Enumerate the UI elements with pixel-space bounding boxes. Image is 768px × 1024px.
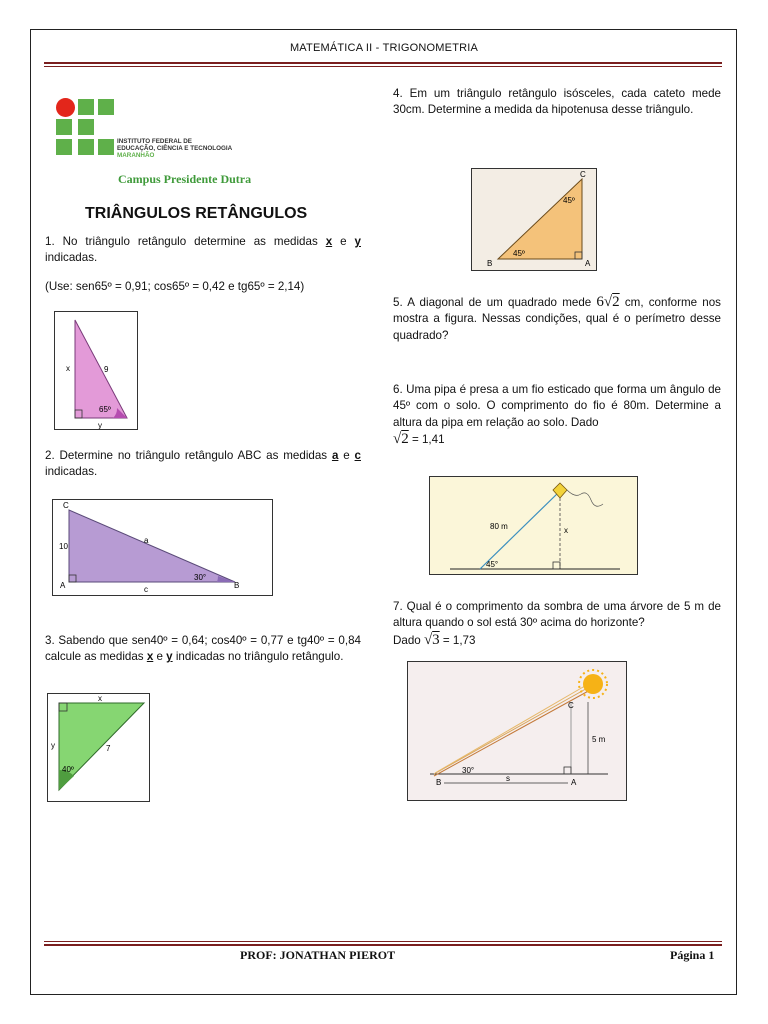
q2-var-c: c bbox=[354, 449, 361, 462]
question-4: 4. Em um triângulo retângulo isósceles, cada cateto mede 30cm. Determine a medida da hipotenusa desse triângulo. bbox=[393, 87, 721, 117]
q2-text-end: indicadas. bbox=[45, 465, 98, 479]
q1-label-y: y bbox=[98, 421, 102, 429]
q2-label-angle: 30° bbox=[194, 573, 207, 582]
q7-label-s: s bbox=[506, 774, 510, 783]
q7-sun-ray bbox=[434, 686, 591, 774]
q7-right-angle-mark bbox=[564, 767, 571, 774]
q3-text: 3. Sabendo que sen40º = 0,64; cos40º = 0,77 e tg40º = 0,84 calcule as medidas bbox=[45, 634, 361, 664]
q6-root: 2 bbox=[401, 430, 409, 447]
campus-name: Campus Presidente Dutra bbox=[118, 172, 252, 186]
logo-square bbox=[78, 119, 94, 135]
q6-label-length: 80 m bbox=[490, 522, 508, 531]
q1-var-y: y bbox=[354, 235, 361, 248]
q6-label-angle: 45° bbox=[486, 560, 499, 569]
institute-line: EDUCAÇÃO, CIÊNCIA E TECNOLOGIA bbox=[117, 145, 233, 152]
q1-conj: e bbox=[332, 235, 355, 248]
q1-label-x: x bbox=[66, 364, 70, 373]
q6-figure bbox=[429, 476, 638, 575]
q6-right-angle-mark bbox=[553, 562, 560, 569]
q1-text: 1. No triângulo retângulo determine as medidas bbox=[45, 235, 326, 248]
q6-label-x: x bbox=[564, 526, 568, 535]
q3-label-y: y bbox=[51, 741, 55, 750]
page-header: MATEMÁTICA II - TRIGONOMETRIA bbox=[289, 42, 479, 54]
q3-label-x: x bbox=[98, 694, 102, 703]
q2-triangle bbox=[69, 510, 235, 582]
q6-text: 6. Uma pipa é presa a um fio esticado que forma um ângulo de 45º com o solo. O comprimento do fio é 80m. Determine a altura da pipa em relação ao solo. Dado bbox=[393, 383, 721, 429]
q4-label-c-vertex: C bbox=[580, 170, 586, 179]
institute-name bbox=[117, 138, 232, 159]
q3-conj: e bbox=[153, 650, 167, 664]
logo-square bbox=[78, 99, 94, 115]
q6-radical: √2 bbox=[393, 430, 409, 447]
q3-label-hyp: 7 bbox=[106, 744, 111, 753]
q7-text: 7. Qual é o comprimento da sombra de uma árvore de 5 m de altura quando o sol está 30º acima do horizonte? bbox=[393, 600, 721, 630]
header-rule-thin bbox=[44, 66, 722, 67]
question-7 bbox=[393, 599, 721, 649]
q1-label-angle: 65º bbox=[99, 405, 111, 414]
q5-radical: 6√2 bbox=[596, 294, 620, 310]
q3-label-angle: 40º bbox=[62, 765, 74, 774]
q7-label-b-vertex: B bbox=[436, 778, 442, 787]
q5-root: 2 bbox=[612, 294, 620, 310]
q7-figure bbox=[407, 661, 627, 801]
q1-label-hyp: 9 bbox=[104, 365, 109, 374]
logo-square bbox=[56, 119, 72, 135]
q1-triangle bbox=[75, 320, 127, 418]
q2-conj: e bbox=[338, 449, 355, 462]
question-1 bbox=[45, 234, 361, 267]
q7-sun bbox=[583, 674, 603, 694]
q2-label-b-vertex: B bbox=[234, 581, 240, 590]
q2-var-a: a bbox=[331, 449, 339, 462]
q2-label-a: a bbox=[144, 536, 149, 545]
q7-label-angle: 30° bbox=[462, 766, 475, 775]
question-3 bbox=[45, 633, 361, 666]
q2-label-a-vertex: A bbox=[60, 581, 66, 590]
q4-triangle bbox=[498, 179, 582, 259]
logo-square bbox=[78, 139, 94, 155]
q3-figure bbox=[47, 693, 150, 802]
logo-square bbox=[56, 139, 72, 155]
q6-kite-tail bbox=[567, 490, 603, 506]
q6-value: = 1,41 bbox=[408, 432, 445, 446]
q2-label-side: 10 bbox=[59, 542, 68, 551]
q5-text-end: cm, conforme nos mostra a figura. Nessas condições, qual é o perímetro desse quadrado? bbox=[393, 296, 721, 342]
footer-rule bbox=[44, 944, 722, 946]
q1-text-end: indicadas. bbox=[45, 251, 98, 265]
logo-red-dot bbox=[56, 98, 75, 117]
institute-logo bbox=[52, 96, 122, 166]
q2-angle-arc bbox=[217, 576, 235, 582]
q2-label-c-vertex: C bbox=[63, 501, 69, 510]
q1-var-x: x bbox=[325, 235, 333, 248]
q7-value: = 1,73 bbox=[439, 633, 476, 647]
institute-line: MARANHÃO bbox=[117, 152, 155, 159]
question-5 bbox=[393, 294, 721, 344]
q2-text: 2. Determine no triângulo retângulo ABC as medidas bbox=[45, 449, 332, 462]
q4-figure bbox=[471, 168, 597, 271]
q7-label-a-vertex: A bbox=[571, 778, 577, 787]
logo-square bbox=[98, 139, 114, 155]
q4-label-angle-top: 45º bbox=[563, 196, 575, 205]
question-2 bbox=[45, 448, 361, 481]
question-6 bbox=[393, 382, 721, 448]
q7-label-c-vertex: C bbox=[568, 701, 574, 710]
q7-sun-ray bbox=[435, 683, 590, 773]
logo-square bbox=[98, 99, 114, 115]
q4-label-a-vertex: A bbox=[585, 259, 591, 268]
q4-label-angle-bottom: 45º bbox=[513, 249, 525, 258]
q2-figure bbox=[52, 499, 273, 596]
footer-page-number: Página 1 bbox=[670, 948, 715, 962]
q1-figure bbox=[54, 311, 138, 430]
q4-label-b-vertex: B bbox=[487, 259, 493, 268]
footer-rule-thin bbox=[44, 941, 722, 942]
header-rule bbox=[44, 62, 722, 64]
q5-text: 5. A diagonal de um quadrado mede bbox=[393, 296, 597, 309]
footer-author: PROF: JONATHAN PIEROT bbox=[240, 948, 396, 962]
q7-root: 3 bbox=[432, 631, 440, 648]
q5-coef: 6 bbox=[596, 294, 604, 310]
q7-dado: Dado bbox=[393, 633, 424, 647]
page-title: TRIÂNGULOS RETÂNGULOS bbox=[85, 205, 308, 222]
institute-line: INSTITUTO FEDERAL DE bbox=[117, 138, 192, 145]
q3-var-x: x bbox=[146, 650, 154, 664]
q7-label-height: 5 m bbox=[592, 735, 606, 744]
q2-label-c: c bbox=[144, 585, 148, 594]
q1-hint: (Use: sen65º = 0,91; cos65º = 0,42 e tg65º = 2,14) bbox=[45, 280, 305, 293]
q7-radical: √3 bbox=[423, 631, 440, 648]
q3-text-end: indicadas no triângulo retângulo. bbox=[172, 650, 344, 664]
q3-var-y: y bbox=[166, 650, 173, 664]
